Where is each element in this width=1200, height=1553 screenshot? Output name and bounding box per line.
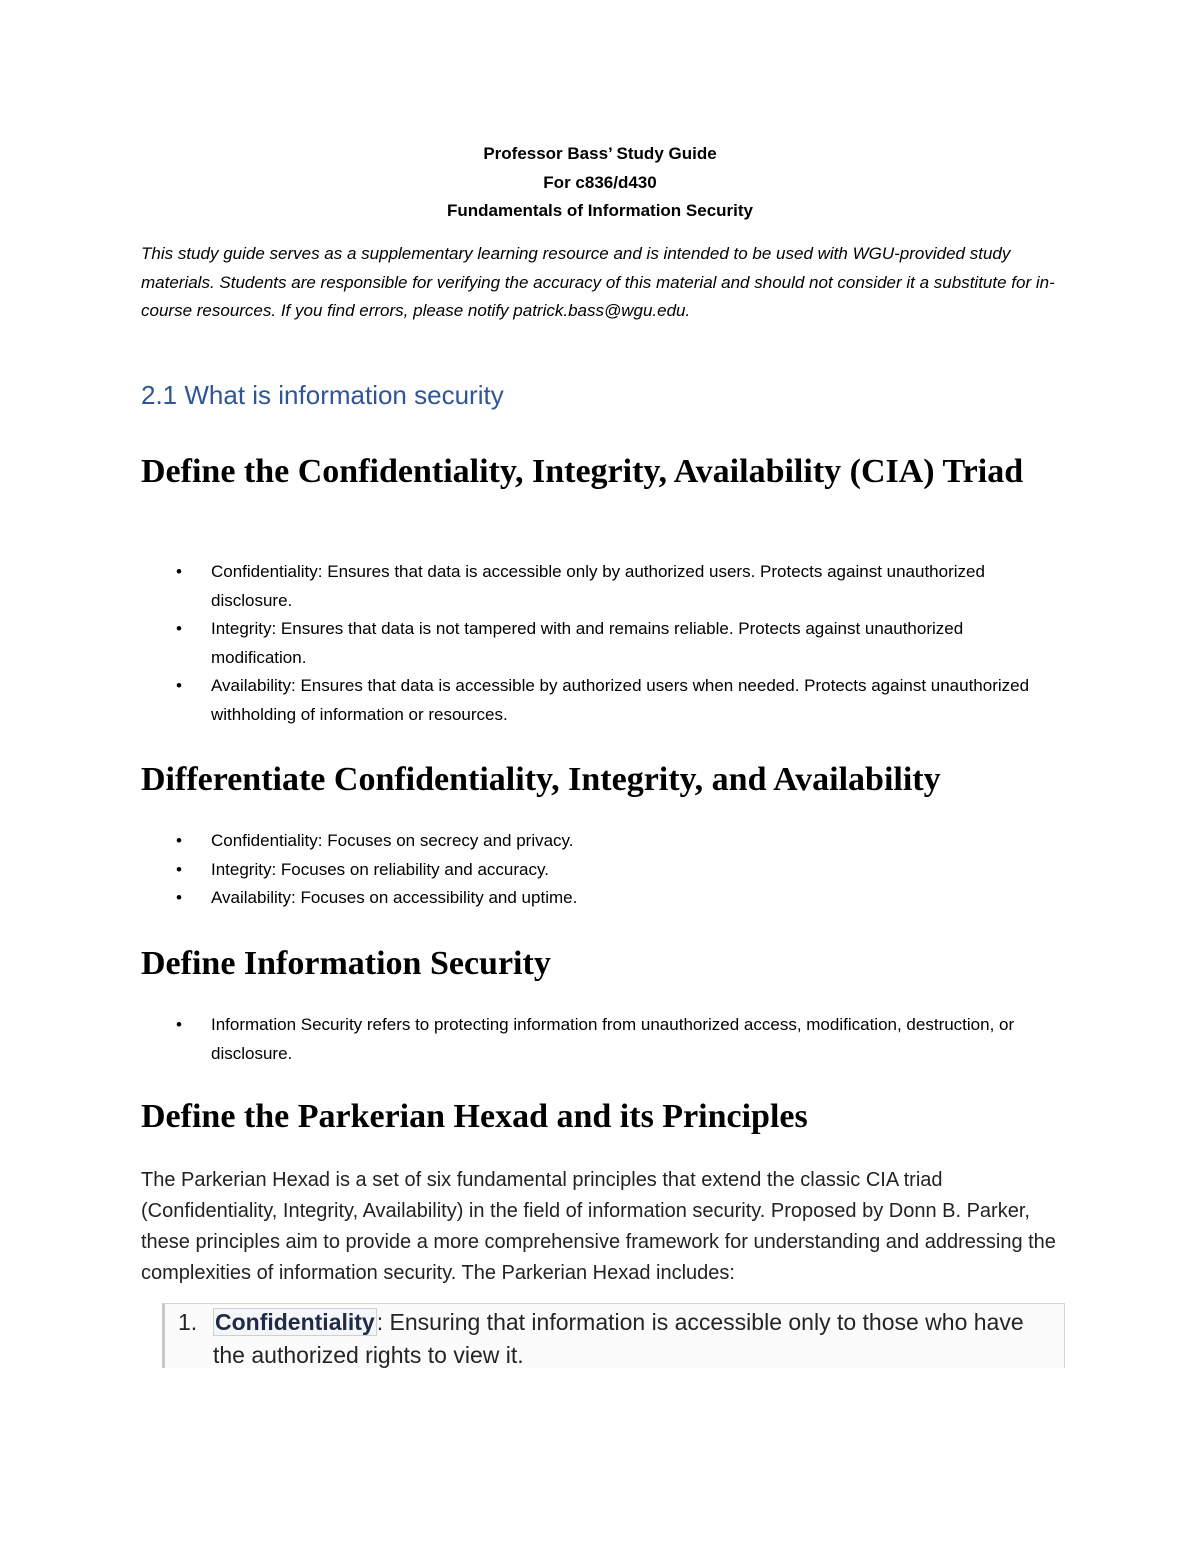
bullet-icon: •	[176, 831, 182, 850]
heading-cia-triad: Define the Confidentiality, Integrity, Availability (CIA) Triad	[141, 453, 1024, 490]
list-item: • Confidentiality: Focuses on secrecy and privacy.	[141, 827, 1061, 856]
list-item: • Availability: Ensures that data is accessible by authorized users when needed. Protects against unauthorized withholding of information or resources.	[141, 672, 1061, 729]
section-heading: 2.1 What is information security	[141, 380, 504, 410]
parkerian-paragraph: The Parkerian Hexad is a set of six fundamental principles that extend the classic CIA triad (Confidentiality, Integrity, Availability) in the field of information security. Proposed by Donn B. Parker, these principles aim to provide a more comprehensive framework for understanding and addressing the complexities of information security. The Parkerian Hexad includes:	[141, 1169, 1056, 1284]
document-header	[0, 140, 1200, 226]
bullet-icon: •	[176, 562, 182, 581]
intro-disclaimer: This study guide serves as a supplementary learning resource and is intended to be used with WGU-provided study materials. Students are responsible for verifying the accuracy of this material and should not consider it a substitute for in-course resources. If you find errors, please notify patrick.bass@wgu.edu.	[141, 244, 1055, 320]
heading-parkerian-hexad: Define the Parkerian Hexad and its Principles	[141, 1098, 808, 1135]
list-item: • Confidentiality: Ensures that data is accessible only by authorized users. Protects against unauthorized disclosure.	[141, 558, 1061, 615]
heading-information-security: Define Information Security	[141, 945, 551, 982]
infosec-list	[141, 1011, 1061, 1068]
differentiate-list	[141, 827, 1061, 913]
course-subject: Fundamentals of Information Security	[446, 201, 754, 220]
term-definition: : Ensuring that information is accessible only to those who have the authorized rights to view it.	[213, 1309, 1024, 1368]
list-item: • Availability: Focuses on accessibility and uptime.	[141, 884, 1061, 913]
term-highlight: Confidentiality	[215, 1309, 375, 1335]
course-code: For c836/d430	[543, 172, 657, 192]
cia-list	[141, 558, 1061, 729]
list-number: 1.	[178, 1309, 198, 1335]
guide-title: Professor Bass’ Study Guide	[483, 144, 717, 163]
list-item: • Information Security refers to protecting information from unauthorized access, modification, destruction, or disclosure.	[141, 1011, 1061, 1068]
heading-differentiate: Differentiate Confidentiality, Integrity, and Availability	[141, 761, 941, 798]
list-item: • Integrity: Ensures that data is not tampered with and remains reliable. Protects against unauthorized modification.	[141, 615, 1061, 672]
bullet-icon: •	[176, 619, 182, 638]
list-item-text	[213, 1306, 1043, 1372]
list-item: • Integrity: Focuses on reliability and accuracy.	[141, 856, 1061, 885]
bullet-icon: •	[176, 859, 182, 879]
numbered-list-box	[162, 1303, 1065, 1368]
bullet-icon: •	[176, 888, 182, 907]
bullet-icon: •	[176, 1015, 182, 1034]
bullet-icon: •	[176, 676, 182, 695]
